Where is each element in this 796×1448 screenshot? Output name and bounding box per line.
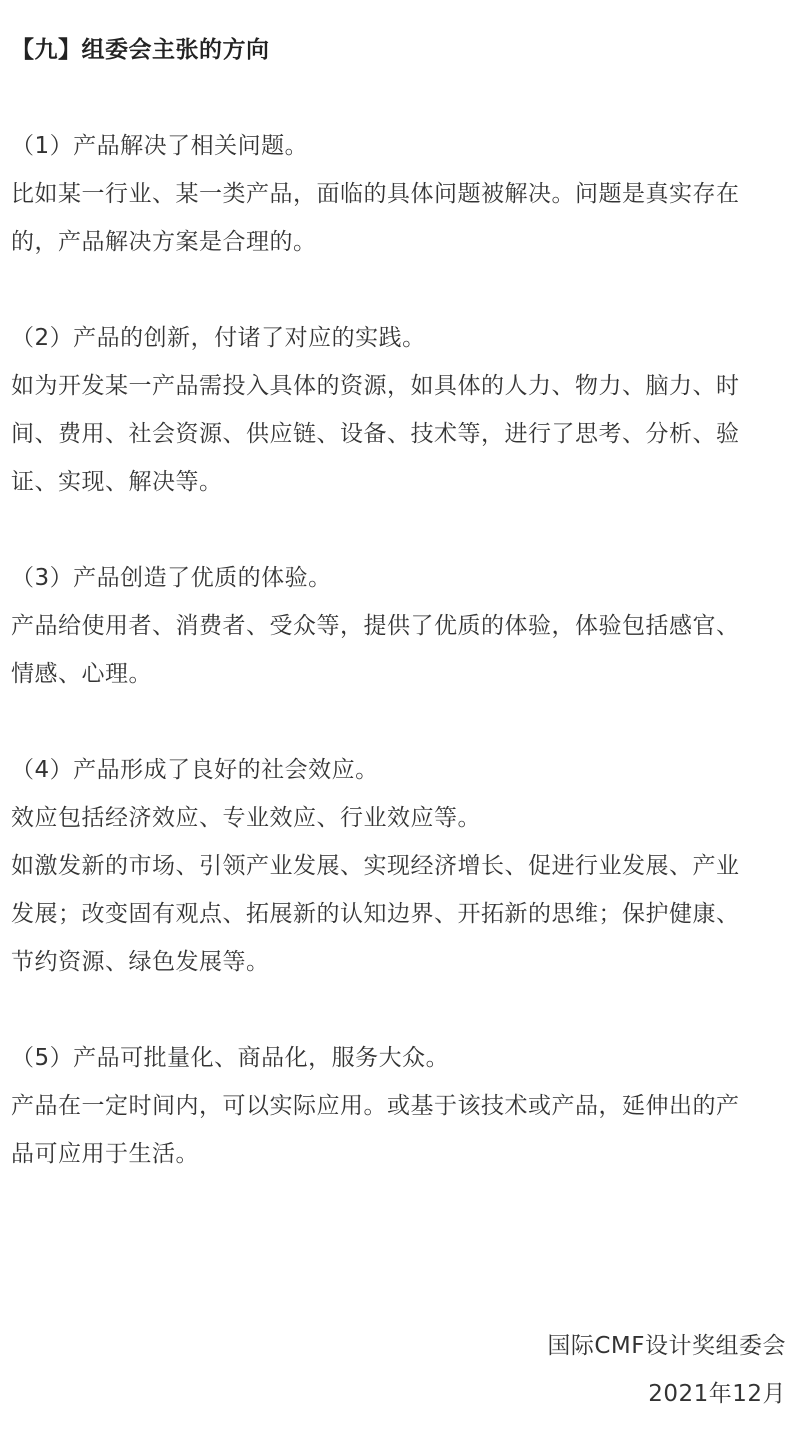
signature-org: 国际CMF设计奖组委会 bbox=[547, 1333, 786, 1359]
item-5-title: （5）产品可批量化、商品化，服务大众。 bbox=[11, 1045, 450, 1071]
item-4-line-4: 节约资源、绿色发展等。 bbox=[11, 949, 270, 975]
item-5-line-1: 产品在一定时间内，可以实际应用。或基于该技术或产品，延伸出的产 bbox=[11, 1093, 740, 1119]
item-3-line-1: 产品给使用者、消费者、受众等，提供了优质的体验，体验包括感官、 bbox=[11, 613, 740, 639]
item-2-title: （2）产品的创新，付诸了对应的实践。 bbox=[11, 325, 426, 351]
item-1-line-2: 的，产品解决方案是合理的。 bbox=[11, 229, 317, 255]
item-1-title: （1）产品解决了相关问题。 bbox=[11, 133, 309, 159]
item-4-line-3: 发展；改变固有观点、拓展新的认知边界、开拓新的思维；保护健康、 bbox=[11, 901, 740, 927]
item-5-line-2: 品可应用于生活。 bbox=[11, 1141, 199, 1167]
item-4-line-2: 如激发新的市场、引领产业发展、实现经济增长、促进行业发展、产业 bbox=[11, 853, 740, 879]
signature-date: 2021年12月 bbox=[648, 1381, 786, 1407]
item-3-title: （3）产品创造了优质的体验。 bbox=[11, 565, 332, 591]
item-1-line-1: 比如某一行业、某一类产品，面临的具体问题被解决。问题是真实存在 bbox=[11, 181, 740, 207]
item-2-line-1: 如为开发某一产品需投入具体的资源，如具体的人力、物力、脑力、时 bbox=[11, 373, 740, 399]
item-2-line-3: 证、实现、解决等。 bbox=[11, 469, 223, 495]
item-4-line-1: 效应包括经济效应、专业效应、行业效应等。 bbox=[11, 805, 481, 831]
item-3-line-2: 情感、心理。 bbox=[11, 661, 152, 687]
item-4-title: （4）产品形成了良好的社会效应。 bbox=[11, 757, 379, 783]
item-2-line-2: 间、费用、社会资源、供应链、设备、技术等，进行了思考、分析、验 bbox=[11, 421, 740, 447]
section-heading: 【九】组委会主张的方向 bbox=[11, 37, 270, 63]
